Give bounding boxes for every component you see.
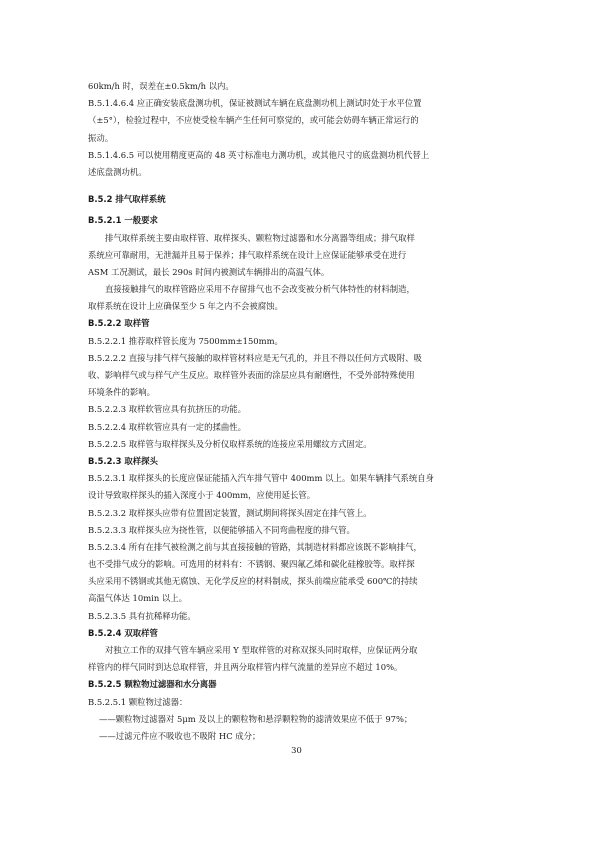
section-heading-b5-2-1: B.5.2.1 一般要求 — [88, 215, 158, 226]
clause-b5-2-5-1: B.5.2.5.1 颗粒物过滤器： — [88, 696, 188, 707]
paragraph-speed-tolerance: 60km/h 时，误差在±0.5km/h 以内。 — [88, 81, 234, 91]
section-heading-b5-2-4: B.5.2.4 双取样管 — [88, 627, 158, 638]
clause-b5-2-3-4-line1: B.5.2.3.4 所有在排气被检测之前与其直接接触的管路，其制造材料都应该既不影响排气， — [88, 541, 422, 552]
material-req-line2: 取样系统在设计上应确保至少 5 年之内不会被腐蚀。 — [88, 301, 283, 312]
clause-b5-2-3-5: B.5.2.3.5 具有抗稀释功能。 — [88, 610, 196, 621]
clause-b5-2-3-2: B.5.2.3.2 取样探头应带有位置固定装置，测试期间将探头固定在排气管上。 — [88, 507, 372, 518]
clause-b5-2-3-4-line3: 头应采用不锈钢或其他无腐蚀、无化学反应的材料制成，探头前端应能承受 600℃的持续 — [88, 576, 418, 587]
clause-b5-2-2-3: B.5.2.2.3 取样软管应具有抗挤压的功能。 — [88, 404, 247, 415]
document-page — [88, 80, 520, 747]
clause-b5-1-4-6-4-line3: 振动。 — [88, 132, 114, 143]
general-req-line2: 系统应可靠耐用，无泄漏并且易于保养；排气取样系统在设计上应保证能够承受在进行 — [88, 249, 407, 260]
clause-b5-2-3-4-line4: 高温气体达 10min 以上。 — [88, 593, 187, 604]
clause-b5-2-2-2-line1: B.5.2.2.2 直接与排气样气接触的取样管材料应是无气孔的，并且不得以任何方式吸附、吸 — [88, 352, 422, 363]
dual-sampling-line2: 样管内的样气同时到达总取样管，并且两分取样管内样气流量的差异应不超过 10%。 — [88, 662, 403, 673]
clause-b5-2-3-3: B.5.2.3.3 取样探头应为挠性管，以便能够插入不同弯曲程度的排气管。 — [88, 524, 355, 535]
clause-b5-2-2-1: B.5.2.2.1 推荐取样管长度为 7500mm±150mm。 — [88, 335, 283, 346]
clause-b5-2-2-5: B.5.2.2.5 取样管与取样探头及分析仪取样系统的连接应采用螺纹方式固定。 — [88, 438, 372, 449]
clause-b5-2-2-4: B.5.2.2.4 取样软管应具有一定的揉曲性。 — [88, 421, 247, 432]
clause-b5-1-4-6-5-line2: 述底盘测功机。 — [88, 166, 147, 177]
clause-b5-2-3-1-line2: 设计导致取样探头的插入深度小于 400mm，应使用延长管。 — [88, 490, 316, 501]
clause-b5-1-4-6-5-line1: B.5.1.4.6.5 可以使用精度更高的 48 英寸标准电力测功机，或其他尺寸的底盘测功机代替上 — [88, 149, 430, 160]
clause-b5-2-3-4-line2: 也不受排气成分的影响。可选用的材料有：不锈钢、聚四氟乙烯和碳化硅橡胶等。取样探 — [88, 559, 415, 570]
section-heading-b5-2-2: B.5.2.2 取样管 — [88, 318, 150, 329]
general-req-line3: ASM 工况测试，最长 290s 时间内被测试车辆排出的高温气体。 — [88, 266, 330, 277]
general-req-line1: 排气取样系统主要由取样管、取样探头、颗粒物过滤器和水分离器等组成；排气取样 — [105, 232, 415, 243]
clause-b5-1-4-6-4-line2: （±5°），检验过程中，不应使受检车辆产生任何可察觉的，或可能会妨碍车辆正常运行的 — [88, 115, 419, 126]
clause-b5-1-4-6-4-line1: B.5.1.4.6.4 应正确安装底盘测功机，保证被测试车辆在底盘测功机上测试时处于水平位置 — [88, 98, 422, 109]
clause-b5-2-2-2-line3: 环境条件的影响。 — [88, 387, 155, 398]
page-number: 30 — [291, 745, 302, 755]
clause-b5-2-3-1-line1: B.5.2.3.1 取样探头的长度应保证能插入汽车排气管中 400mm 以上。如果车辆排气系统自身 — [88, 473, 434, 484]
material-req-line1: 直接接触排气的取样管路应采用不存留排气也不会改变被分析气体特性的材料制造， — [105, 284, 415, 295]
section-heading-b5-2: B.5.2 排气取样系统 — [88, 194, 166, 205]
section-heading-b5-2-5: B.5.2.5 颗粒物过滤器和水分离器 — [88, 679, 217, 690]
filter-requirement-item1: ——颗粒物过滤器对 5μm 及以上的颗粒物和悬浮颗粒物的滤清效果应不低于 97%； — [99, 713, 413, 724]
dual-sampling-line1: 对独立工作的双排气管车辆应采用 Y 型取样管的对称双探头同时取样，应保证两分取 — [105, 645, 418, 655]
filter-requirement-item2: ——过滤元件应不吸收也不吸附 HC 成分； — [99, 730, 261, 741]
section-heading-b5-2-3: B.5.2.3 取样探头 — [88, 455, 158, 466]
clause-b5-2-2-2-line2: 收、影响样气或与样气产生反应。取样管外表面的涂层应具有耐磨性，不受外部特殊使用 — [88, 370, 415, 380]
